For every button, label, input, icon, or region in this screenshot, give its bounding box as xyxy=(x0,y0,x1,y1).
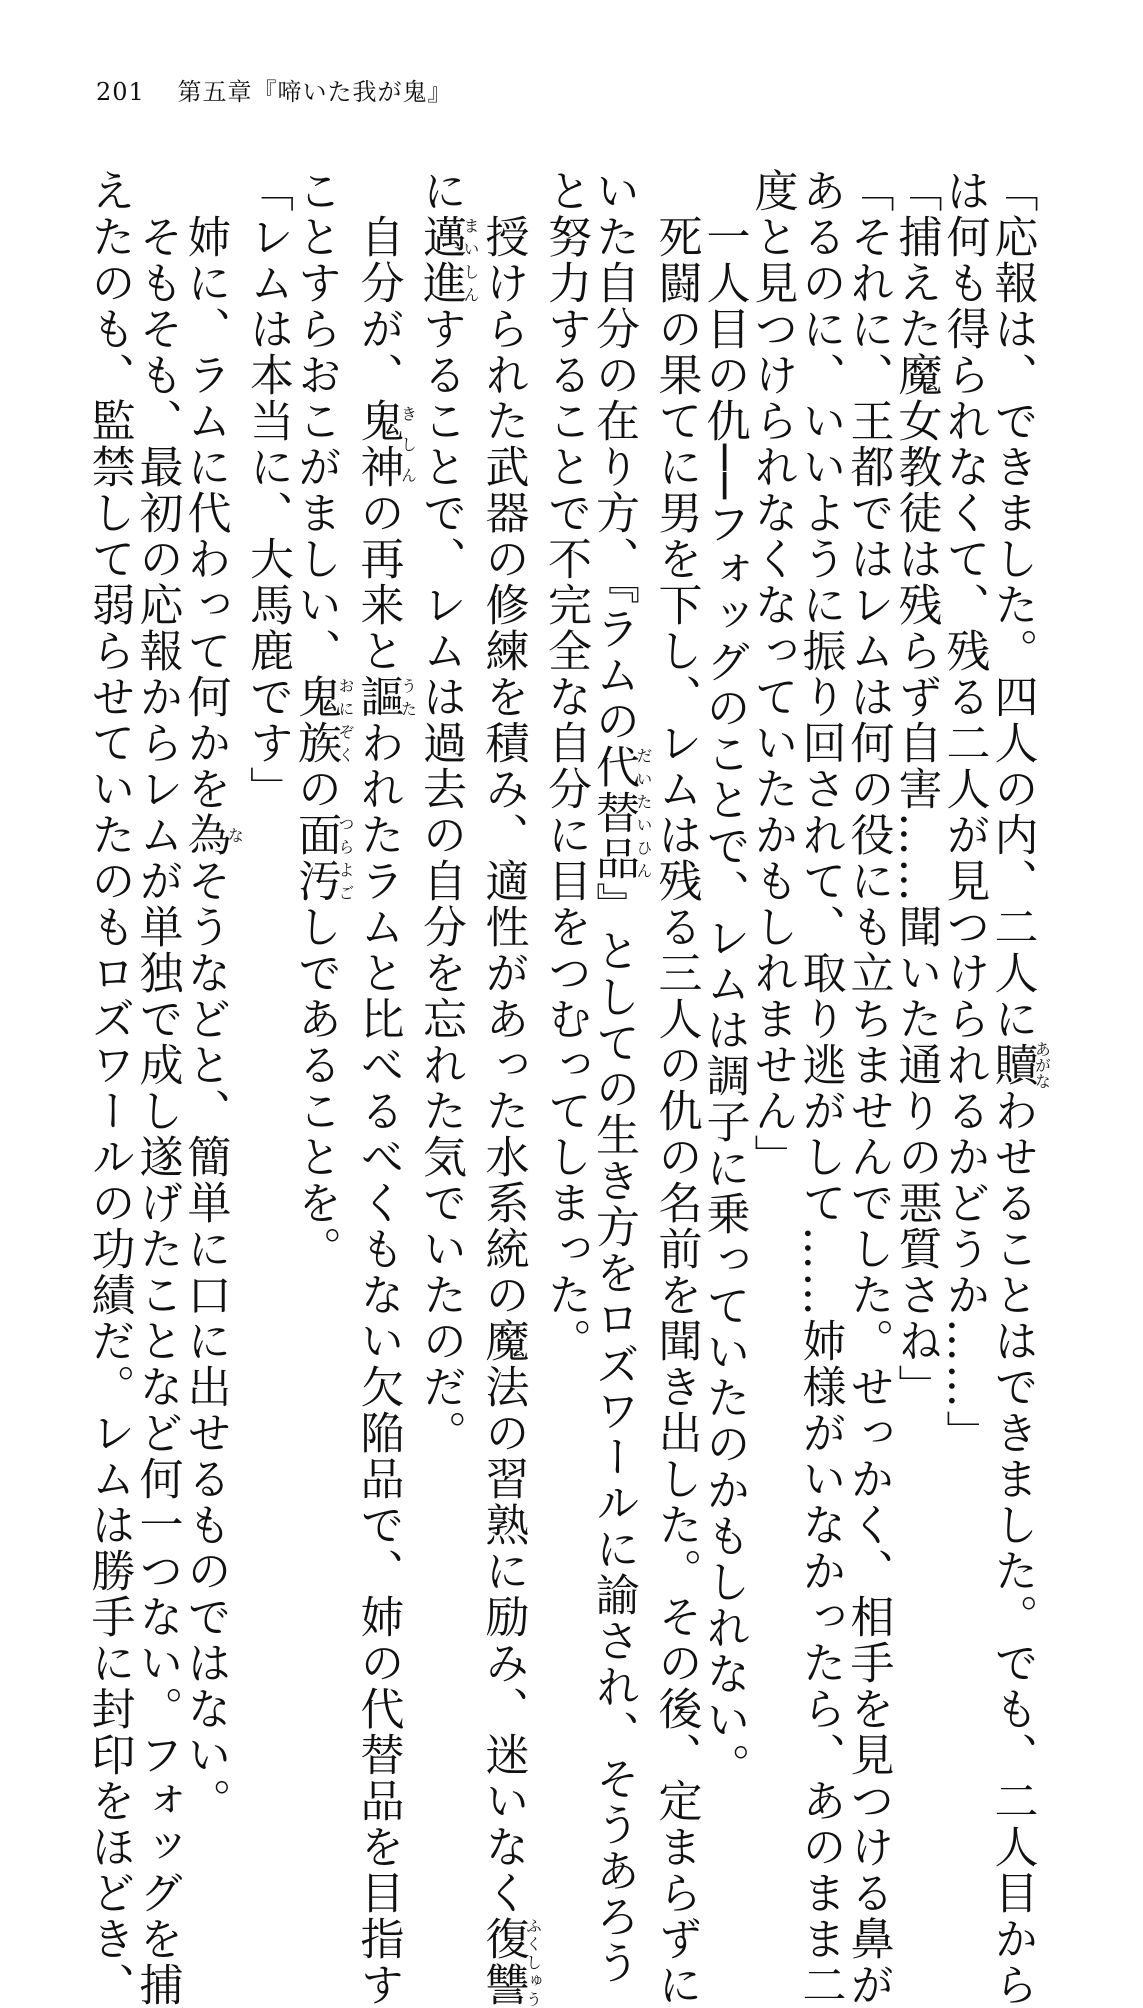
text-segment: 「応報は、できました。四人の内、二人に xyxy=(986,168,1038,1042)
text-segment: ことすらおこがましい、 xyxy=(290,168,341,674)
text-segment: の xyxy=(290,766,341,812)
text-line xyxy=(986,168,1052,2008)
text-line xyxy=(892,168,940,1658)
text-segment: そもそも、最初の応報からレムが単独で成し遂げたことなど何一つない。フォッグを捕 xyxy=(131,168,183,2008)
ruby-base: 鬼族 xyxy=(290,674,341,766)
text-line xyxy=(416,168,479,1658)
ruby-base: 復讐 xyxy=(477,1916,529,2008)
text-segment: 授けられた武器の修練を積み、適性があった水系統の魔法の習熟に励み、迷いなく xyxy=(477,168,529,1916)
ruby-annotation xyxy=(588,744,653,882)
text-line xyxy=(291,168,354,1658)
ruby-base: 面汚 xyxy=(290,812,341,904)
ruby-annotation xyxy=(179,812,245,858)
text-segment: 死闘の果てに男を下し、レムは残る三人の仇の名前を聞き出した。その後、定まらずに xyxy=(650,168,702,2008)
text-segment: 』としての生き方をロズワールに諭され、そうあろう xyxy=(588,882,639,1986)
ruby-base: 謳 xyxy=(352,674,404,720)
text-line xyxy=(940,168,988,1658)
text-segment: いた自分の在り方、『ラムの xyxy=(588,168,639,744)
ruby-base: 贖 xyxy=(986,1041,1038,1089)
ruby-base: 為 xyxy=(179,812,231,858)
text-line xyxy=(131,168,183,2008)
text-segment: の再来と xyxy=(352,490,404,674)
body-text xyxy=(83,168,1052,2008)
ruby-annotation xyxy=(477,1916,543,2008)
text-segment: に xyxy=(415,168,466,214)
text-segment: 自分が、 xyxy=(352,168,404,398)
text-line xyxy=(477,168,543,2008)
ruby-base: 邁進 xyxy=(415,214,466,306)
text-line xyxy=(541,168,589,1658)
chapter-title: 第五章『啼いた我が鬼』 xyxy=(177,78,453,106)
ruby-annotation xyxy=(290,674,355,766)
text-segment: わせることはできました。でも、二人目から xyxy=(986,1088,1038,2008)
text-line xyxy=(243,168,291,1658)
ruby-reading: だいたいひん xyxy=(634,744,653,882)
text-line xyxy=(842,168,894,2008)
page-number: 201 xyxy=(96,78,145,106)
text-segment: あるのに、いいように振り回されて、取り逃がして……姉様がいなかったら、あのまま二 xyxy=(794,168,846,2008)
ruby-reading: まいしん xyxy=(461,214,480,306)
ruby-reading: おにぞく xyxy=(336,674,355,766)
text-segment: 「捕えた魔女教徒は残らず自害……聞いた通りの悪質さね」 xyxy=(890,168,942,1410)
text-line xyxy=(794,168,846,2008)
ruby-reading: ふくしゅう xyxy=(523,1916,543,2008)
text-segment: 度と見つけられなくなっていたかもしれません」 xyxy=(746,168,798,1180)
ruby-annotation xyxy=(290,812,355,904)
text-segment: 「レムは本当に、大馬鹿です」 xyxy=(242,168,293,812)
text-segment: われたラムと比べるべくもない欠陥品で、姉の代替品を目指す xyxy=(352,720,404,2008)
ruby-base: 鬼神 xyxy=(352,398,404,490)
text-segment: 一人目の仇──フォッグのことで、レムは調子に乗っていたのかもしれない。 xyxy=(698,168,750,1789)
text-segment: えたのも、監禁して弱らせていたのもロズワールの功績だ。レムは勝手に封印をほどき、 xyxy=(83,168,135,2008)
ruby-annotation xyxy=(352,398,418,490)
text-line xyxy=(588,168,653,1986)
ruby-base: 代替品 xyxy=(588,744,639,882)
ruby-reading: つらよご xyxy=(336,812,355,904)
text-line xyxy=(179,168,245,1824)
text-line xyxy=(83,168,135,2008)
ruby-reading: うた xyxy=(398,674,418,720)
ruby-annotation xyxy=(352,674,418,720)
text-segment: そうなどと、簡単に口に出せるものではない。 xyxy=(179,858,231,1824)
text-line xyxy=(748,168,796,1658)
ruby-annotation xyxy=(986,1041,1052,1089)
text-segment: することで、レムは過去の自分を忘れた気でいたのだ。 xyxy=(415,306,466,1456)
ruby-reading: な xyxy=(225,812,245,858)
text-segment: 姉に、ラムに代わって何かを xyxy=(179,168,231,812)
ruby-reading: あがな xyxy=(1032,1041,1052,1089)
text-segment: しであることを。 xyxy=(290,904,341,1272)
text-segment: と努力することで不完全な自分に目をつむってしまった。 xyxy=(540,168,591,1364)
text-line xyxy=(352,168,418,2008)
ruby-annotation xyxy=(415,214,480,306)
text-line xyxy=(698,168,750,1789)
text-segment: は何も得られなくて、残る二人が見つけられるかどうか……」 xyxy=(938,168,990,1456)
page-header xyxy=(96,72,452,107)
ruby-reading: きしん xyxy=(398,398,418,490)
text-segment: 「それに、王都ではレムは何の役にも立ちませんでした。せっかく、相手を見つける鼻が xyxy=(842,168,894,2008)
text-line xyxy=(650,168,702,2008)
